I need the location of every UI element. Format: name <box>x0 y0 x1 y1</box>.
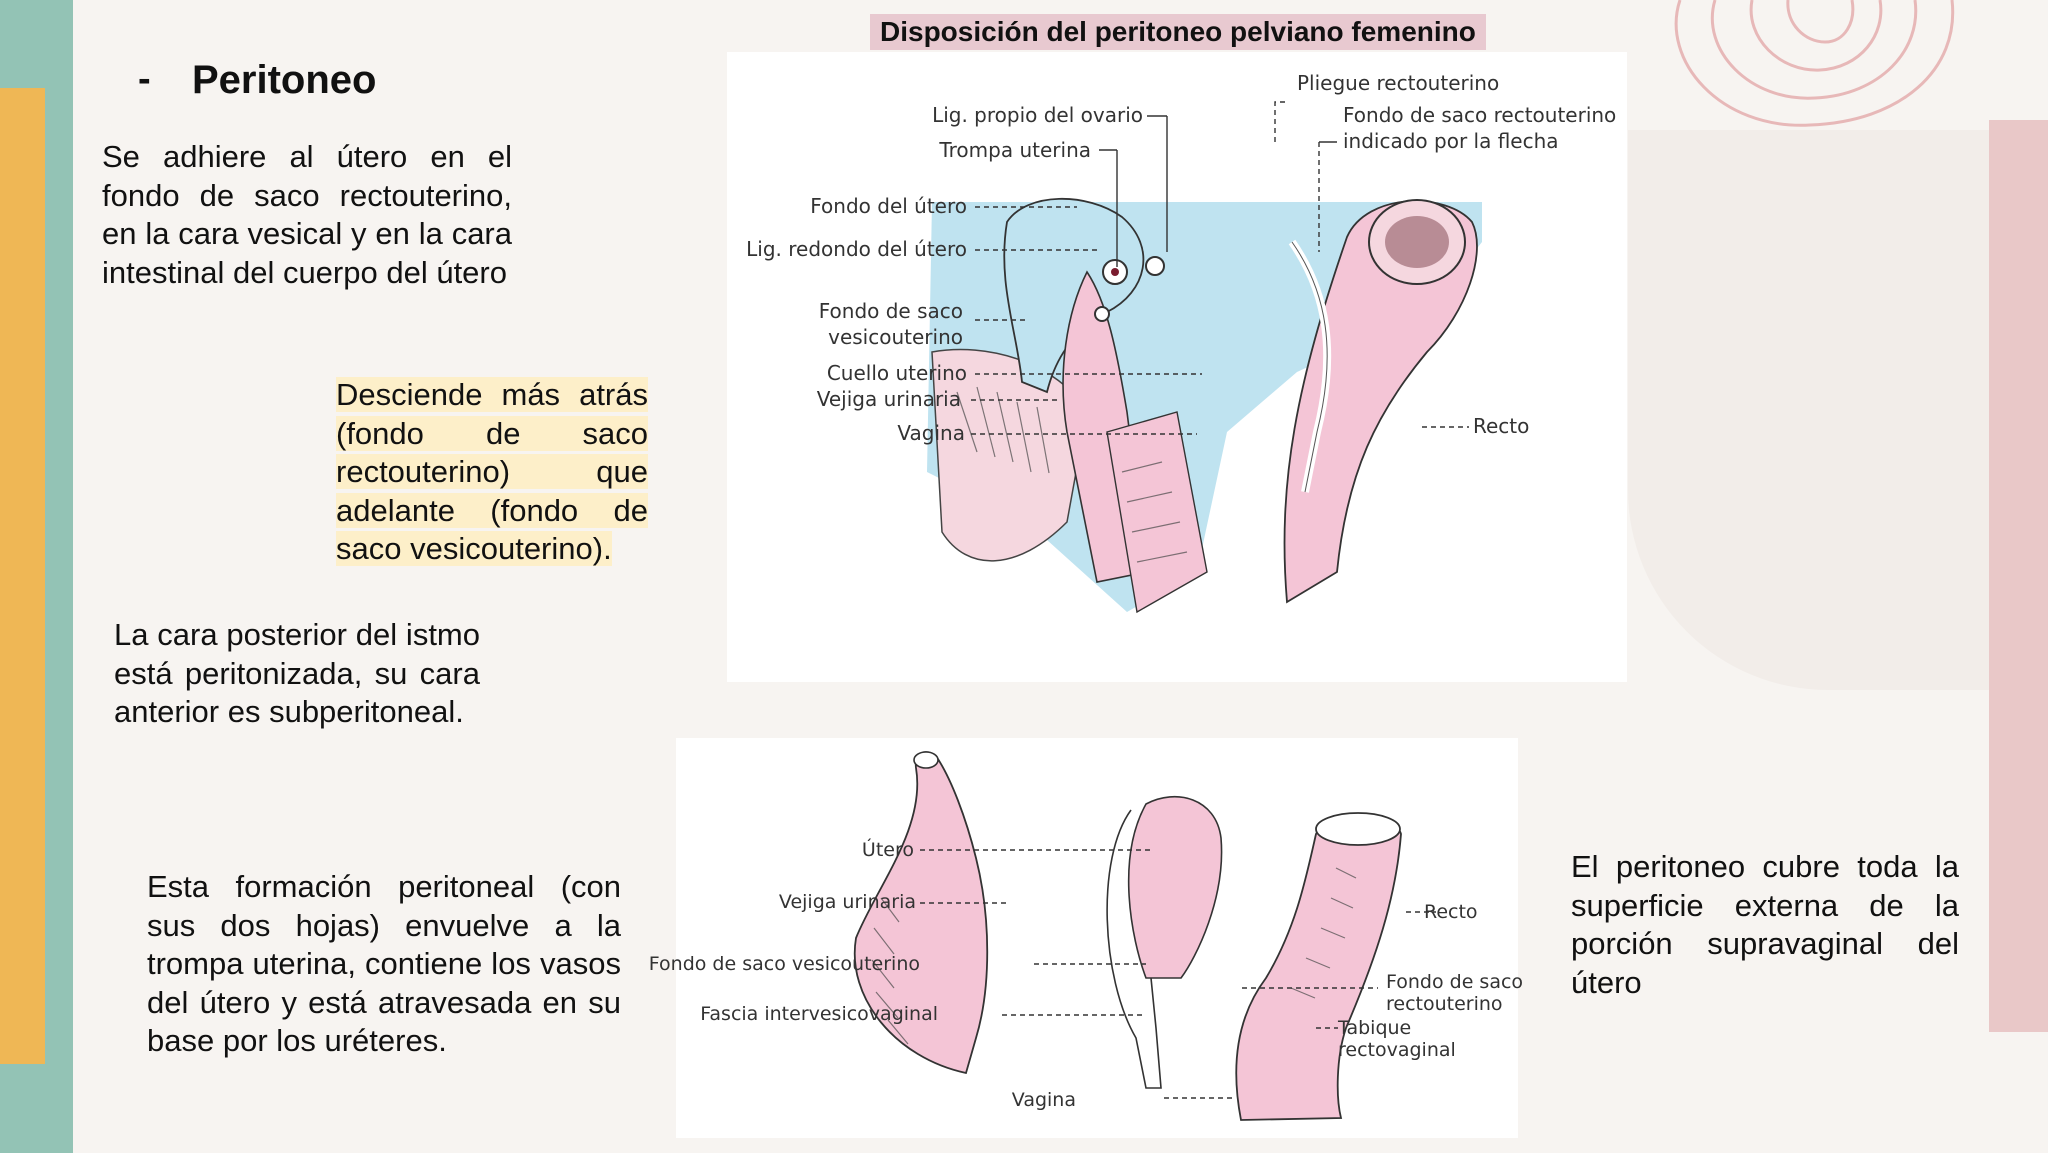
text-highlight-descent <box>336 376 648 569</box>
label-recto-2: Recto <box>1424 901 1478 923</box>
label-vejiga-urinaria: Vejiga urinaria <box>816 387 961 411</box>
pink-side-bar <box>1989 120 2048 1032</box>
label-fondo-saco-rectouterino: Fondo de saco rectouterino <box>1343 103 1617 127</box>
rectum-opening <box>1316 813 1400 845</box>
label-fondo-saco-rectouterino-4: rectouterino <box>1386 993 1503 1015</box>
label-fondo-saco-vesicouterino-3: Fondo de saco vesicouterino <box>648 953 920 975</box>
text-supravaginal: El peritoneo cubre toda la superficie externa de la porción supravaginal del útero <box>1571 849 1959 1000</box>
label-recto: Recto <box>1473 414 1530 438</box>
label-vagina: Vagina <box>897 421 965 445</box>
label-fascia-intervesicovaginal: Fascia intervesicovaginal <box>700 1003 938 1025</box>
label-trompa-uterina: Trompa uterina <box>939 138 1091 162</box>
label-pliegue-rectouterino: Pliegue rectouterino <box>1297 71 1500 95</box>
page-title: Peritoneo <box>192 58 377 102</box>
label-fondo-saco-vesicouterino: Fondo de saco <box>818 299 963 323</box>
yellow-side-bar <box>0 88 45 1064</box>
label-fondo-utero: Fondo del útero <box>810 194 967 218</box>
label-lig-redondo: Lig. redondo del útero <box>746 237 967 261</box>
label-fondo-saco-vesicouterino-2: vesicouterino <box>828 325 963 349</box>
figure-title: Disposición del peritoneo pelviano femenino <box>870 14 1486 50</box>
text-formation: Esta formación peritoneal (con sus dos hojas) envuelve a la trompa uterina, contiene los vasos del útero y está atravesada en su base por los uréteres. <box>147 869 621 1059</box>
text-adhesion: Se adhiere al útero en el fondo de saco rectouterino, en la cara vesical y en la cara intestinal del cuerpo del útero <box>102 139 512 290</box>
label-vagina-2: Vagina <box>1011 1089 1076 1111</box>
label-vejiga-urinaria-2: Vejiga urinaria <box>778 891 916 913</box>
label-tabique-rectovaginal: Tabique <box>1338 1017 1412 1039</box>
label-fondo-saco-rectouterino-2: indicado por la flecha <box>1343 129 1559 153</box>
title-bullet: - <box>138 58 151 100</box>
sagittal-diagram <box>648 738 1524 1138</box>
label-tabique-rectovaginal-2: rectovaginal <box>1338 1039 1456 1061</box>
highlighted-text: Desciende más atrás (fondo de saco rectouterino) que adelante (fondo de saco vesicouterino). <box>336 377 648 567</box>
swirl-decoration <box>1660 0 1970 135</box>
label-lig-propio-ovario: Lig. propio del ovario <box>932 103 1143 127</box>
label-fondo-saco-rectouterino-3: Fondo de saco <box>1386 971 1524 993</box>
label-utero: Útero <box>861 839 914 861</box>
peritoneum-diagram <box>727 52 1627 682</box>
text-isthmus: La cara posterior del istmo está peritonizada, su cara anterior es subperitoneal. <box>114 617 480 730</box>
label-cuello-uterino: Cuello uterino <box>826 361 967 385</box>
background-blob <box>1628 130 2048 690</box>
